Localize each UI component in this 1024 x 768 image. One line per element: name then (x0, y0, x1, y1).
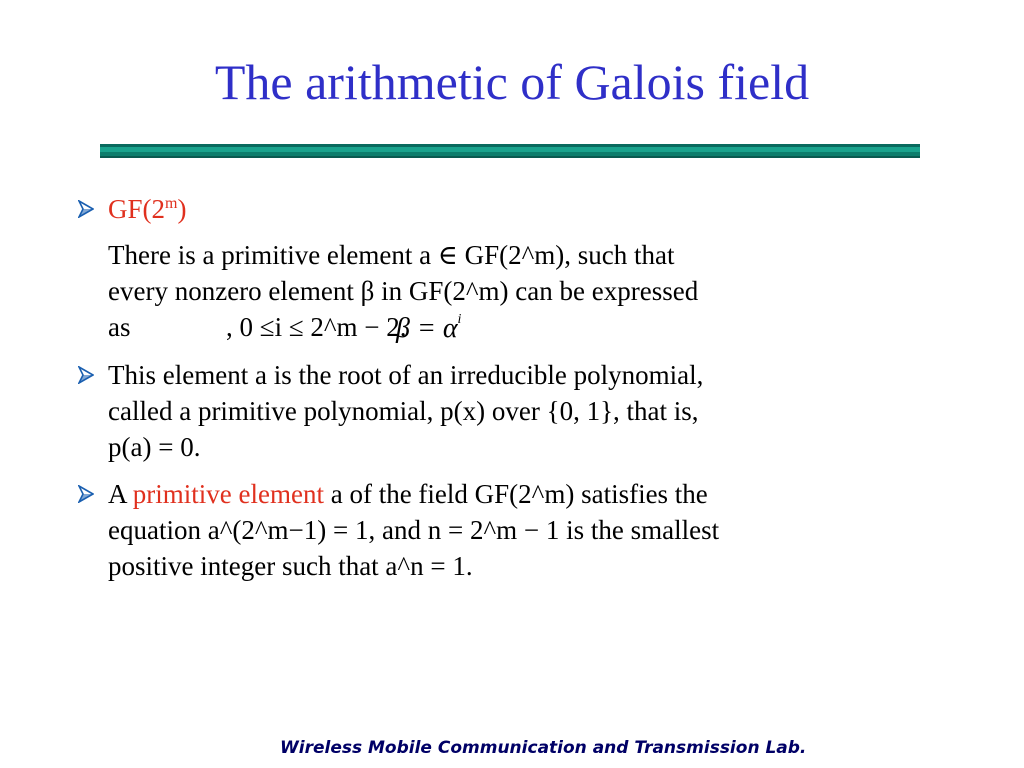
bullet-3-line-3: positive integer such that a^n = 1. (108, 551, 473, 581)
bullet-3-line-1: A primitive element a of the field GF(2^m) satisfies the (108, 479, 708, 509)
primitive-element-highlight: primitive element (132, 479, 324, 509)
bullet-2-line-3: p(a) = 0. (108, 432, 201, 462)
arrowhead-bullet-icon (78, 200, 94, 218)
footer-lab-name: Wireless Mobile Communication and Transmission Lab. (280, 738, 807, 758)
arrowhead-bullet-icon (78, 485, 94, 503)
bullet-gf-heading: GF(2$^m$) (108, 194, 187, 224)
title-divider (100, 144, 920, 158)
bullet-1-line-1: There is a primitive element a ∈ GF(2^m), such that (108, 240, 675, 270)
bullet-1-line-3-range: , 0 ≤i ≤ 2^m − 2. (226, 312, 407, 342)
arrowhead-bullet-icon (78, 366, 94, 384)
bullet-1-line-3-prefix: as (108, 312, 131, 342)
beta-equals-alpha-formula: $\beta = \alpha^i$ (396, 312, 462, 344)
bullet-3-line-2: equation a^(2^m−1) = 1, and n = 2^m − 1 is the smallest (108, 515, 720, 545)
bullet-1-line-2: every nonzero element β in GF(2^m) can be expressed (108, 276, 699, 306)
bullet-2-line-2: called a primitive polynomial, p(x) over {0, 1}, that is, (108, 396, 699, 426)
slide-title: The arithmetic of Galois field (214, 54, 810, 110)
bullet-2-line-1: This element a is the root of an irreducible polynomial, (108, 360, 704, 390)
